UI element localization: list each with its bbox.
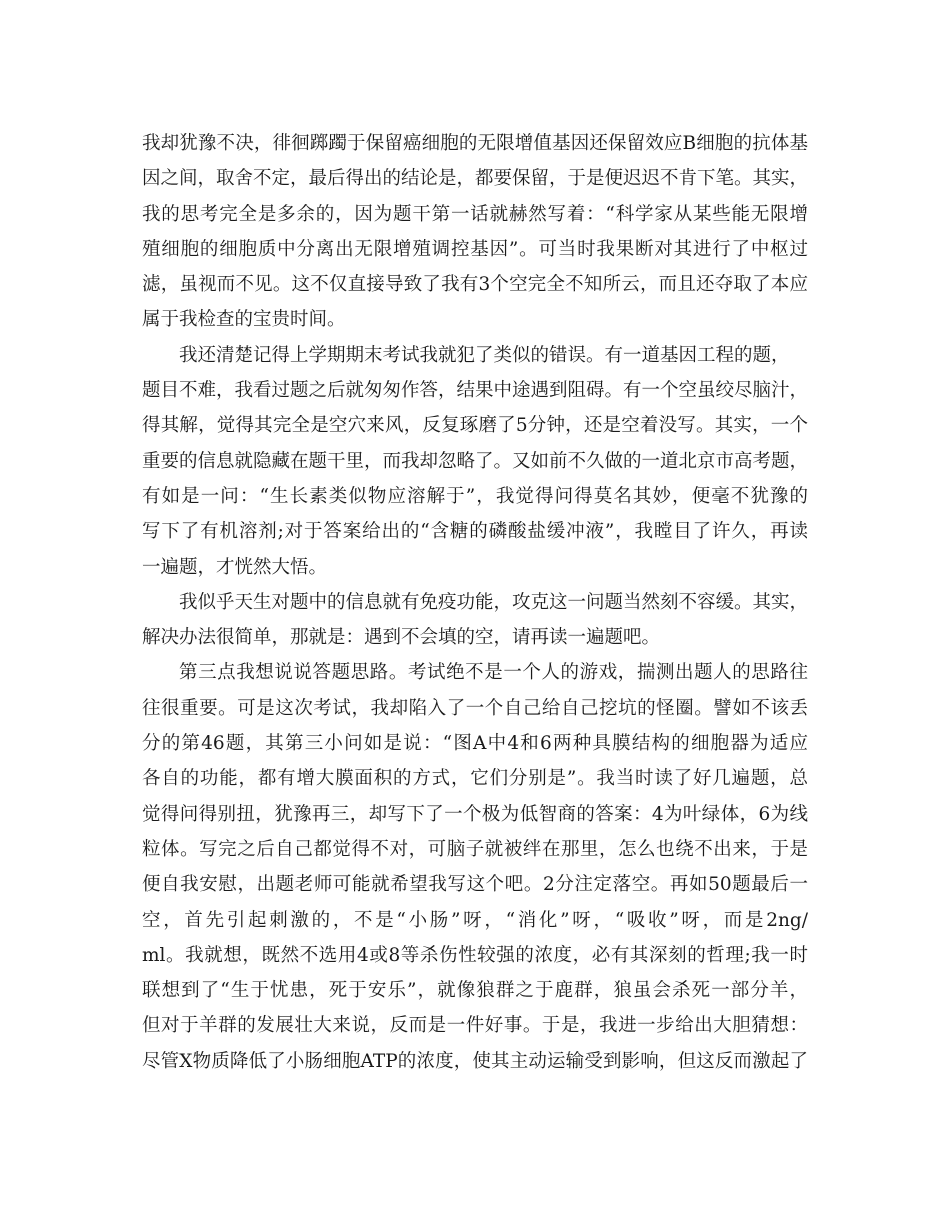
text-line: 粒体。写完之后自己都觉得不对，可脑子就被绊在那里，怎么也绕不出来，于是 xyxy=(142,838,808,860)
text-line: 殖细胞的细胞质中分离出无限增殖调控基因”。可当时我果断对其进行了中枢过 xyxy=(142,238,808,260)
text-line: 联想到了“生于忧患，死于安乐”，就像狼群之于鹿群，狼虽会杀死一部分羊， xyxy=(142,980,808,1002)
text-line: 题目不难，我看过题之后就匆匆作答，结果中途遇到阻碍。有一个空虽绞尽脑汁， xyxy=(142,380,809,402)
text-line: 各自的功能，都有增大膜面积的方式，它们分别是”。我当时读了好几遍题，总 xyxy=(142,768,808,790)
text-line: 属于我检查的宝贵时间。 xyxy=(142,309,346,331)
text-line: 重要的信息就隐藏在题干里，而我却忽略了。又如前不久做的一道北京市高考题， xyxy=(142,450,809,472)
text-line: 滤，虽视而不见。这不仅直接导致了我有3个空完全不知所云，而且还夺取了本应 xyxy=(142,274,808,296)
text-line: 我的思考完全是多余的，因为题干第一话就赫然写着：“科学家从某些能无限增 xyxy=(142,203,808,225)
text-line: 尽管X物质降低了小肠细胞ATP的浓度，使其主动运输受到影响，但这反而激起了 xyxy=(142,1050,808,1072)
text-line: 有如是一问：“生长素类似物应溶解于”，我觉得问得莫名其妙，便毫不犹豫的 xyxy=(142,485,808,507)
text-line: 第三点我想说说答题思路。考试绝不是一个人的游戏，揣测出题人的思路往 xyxy=(179,662,808,684)
text-line: 便自我安慰，出题老师可能就希望我写这个吧。2分注定落空。再如50题最后一 xyxy=(142,874,808,896)
text-line: 往很重要。可是这次考试，我却陷入了一个自己给自己挖坑的怪圈。譬如不该丢 xyxy=(142,697,808,719)
text-line: 得其解，觉得其完全是空穴来风，反复琢磨了5分钟，还是空着没写。其实，一个 xyxy=(142,415,808,437)
essay-body xyxy=(142,126,808,1079)
text-line: 一遍题，才恍然大悟。 xyxy=(142,556,328,578)
text-line: 因之间，取舍不定，最后得出的结论是，都要保留，于是便迟迟不肯下笔。其实， xyxy=(142,168,809,190)
text-line: 我似乎天生对题中的信息就有免疫功能，攻克这一问题当然刻不容缓。其实， xyxy=(179,591,809,613)
text-line: 空，首先引起刺激的，不是“小肠”呀，“消化”呀，“吸收”呀，而是2ng/ xyxy=(142,909,808,931)
text-line: 但对于羊群的发展壮大来说，反而是一件好事。于是，我进一步给出大胆猜想： xyxy=(142,1015,808,1037)
text-line: 我还清楚记得上学期期末考试我就犯了类似的错误。有一道基因工程的题， xyxy=(179,344,790,366)
text-line: 分的第46题，其第三小问如是说：“图A中4和6两种具膜结构的细胞器为适应 xyxy=(142,733,808,755)
text-line: 觉得问得别扭，犹豫再三，却写下了一个极为低智商的答案：4为叶绿体，6为线 xyxy=(142,803,808,825)
text-line: 解决办法很简单，那就是：遇到不会填的空，请再读一遍题吧。 xyxy=(142,627,661,649)
text-line: 写下了有机溶剂;对于答案给出的“含糖的磷酸盐缓冲液”，我瞠目了许久，再读 xyxy=(142,521,808,543)
text-line: 我却犹豫不决，徘徊踯躅于保留癌细胞的无限增值基因还保留效应B细胞的抗体基 xyxy=(142,133,808,154)
text-line: ml。我就想，既然不选用4或8等杀伤性较强的浓度，必有其深刻的哲理;我一时 xyxy=(142,944,808,966)
